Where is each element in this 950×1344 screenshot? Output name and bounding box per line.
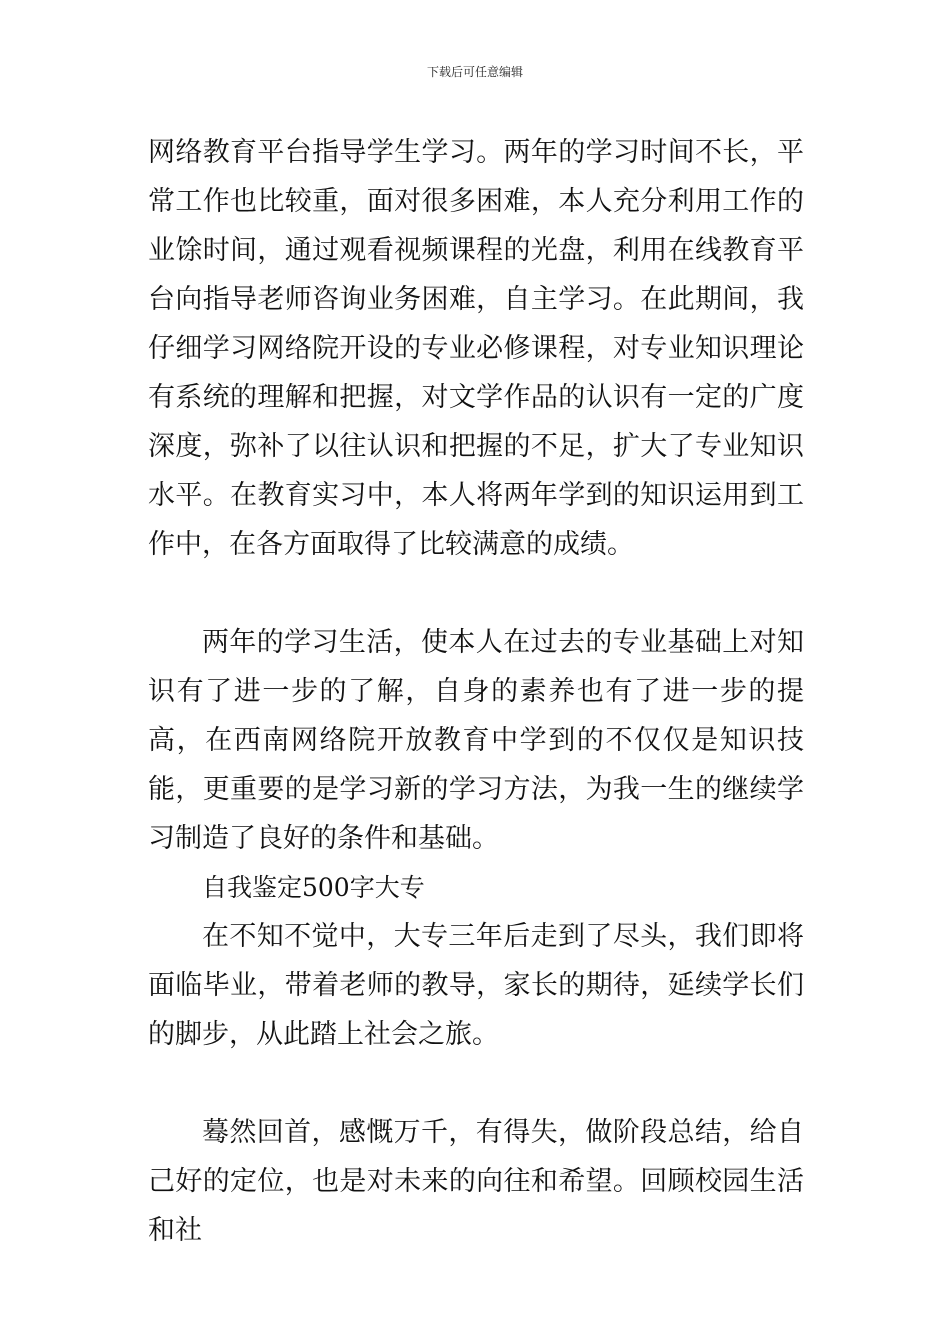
document-body bbox=[148, 128, 804, 1255]
paragraph-3: 在不知不觉中，大专三年后走到了尽头，我们即将面临毕业，带着老师的教导，家长的期待，延续学长们的脚步，从此踏上社会之旅。 bbox=[148, 921, 804, 1050]
paragraph-gap bbox=[148, 1059, 804, 1108]
paragraph-2: 两年的学习生活，使本人在过去的专业基础上对知识有了进一步的了解，自身的素养也有了进一步的提高，在西南网络院开放教育中学到的不仅仅是知识技能，更重要的是学习新的学习方法，为我一生的继续学习制造了良好的条件和基础。 bbox=[148, 627, 804, 854]
page-header: 下载后可任意编辑 bbox=[426, 65, 523, 79]
paragraph-4: 蓦然回首，感慨万千，有得失，做阶段总结，给自己好的定位，也是对未来的向往和希望。回顾校园生活和社 bbox=[148, 1117, 804, 1246]
paragraph-gap bbox=[148, 569, 804, 618]
section-heading: 自我鉴定500字大专 bbox=[202, 873, 425, 902]
paragraph-1: 网络教育平台指导学生学习。两年的学习时间不长，平常工作也比较重，面对很多困难，本人充分利用工作的业馀时间，通过观看视频课程的光盘，利用在线教育平台向指导老师咨询业务困难，自主学习。在此期间，我仔细学习网络院开设的专业必修课程，对专业知识理论有系统的理解和把握，对文学作品的认识有一定的广度深度，弥补了以往认识和把握的不足，扩大了专业知识水平。在教育实习中，本人将两年学到的知识运用到工作中，在各方面取得了比较满意的成绩。 bbox=[148, 137, 804, 560]
